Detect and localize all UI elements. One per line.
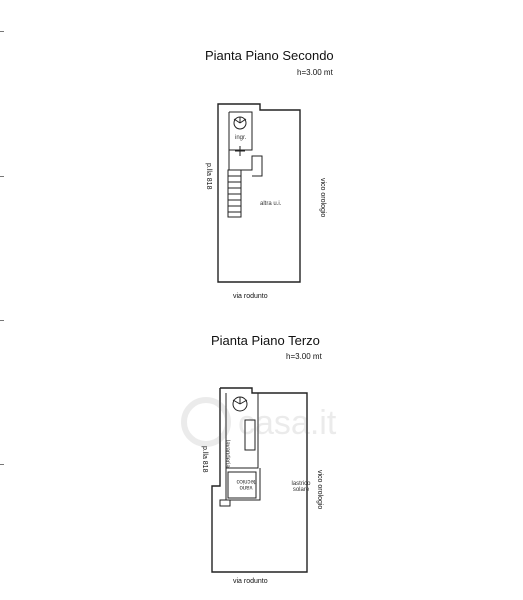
- floor-title-third: Pianta Piano Terzo: [211, 333, 320, 348]
- floor-height-third: h=3.00 mt: [286, 352, 322, 361]
- room-label-stair: lavanderia: [224, 440, 230, 468]
- floor-title-second: Pianta Piano Secondo: [205, 48, 334, 63]
- watermark-logo: [178, 392, 358, 452]
- floor-height-second: h=3.00 mt: [297, 68, 333, 77]
- svg-text:casa.it: casa.it: [238, 404, 337, 442]
- street-label-right-third: vico orologio: [316, 470, 323, 510]
- room-label-roof: lastrico solare: [291, 481, 311, 493]
- street-label-left-second: p.lla 818: [205, 163, 212, 190]
- room-label-landing: ingr.: [235, 135, 247, 141]
- room-label-closet: vano tecnico: [236, 478, 256, 490]
- room-label-main: altra u.i.: [260, 201, 282, 207]
- street-label-bottom-third: via roduntо: [233, 578, 268, 585]
- street-label-bottom-second: via roduntо: [233, 293, 268, 300]
- street-label-right-second: vico orologio: [319, 178, 326, 218]
- street-label-left-third: p.lla 818: [201, 446, 208, 473]
